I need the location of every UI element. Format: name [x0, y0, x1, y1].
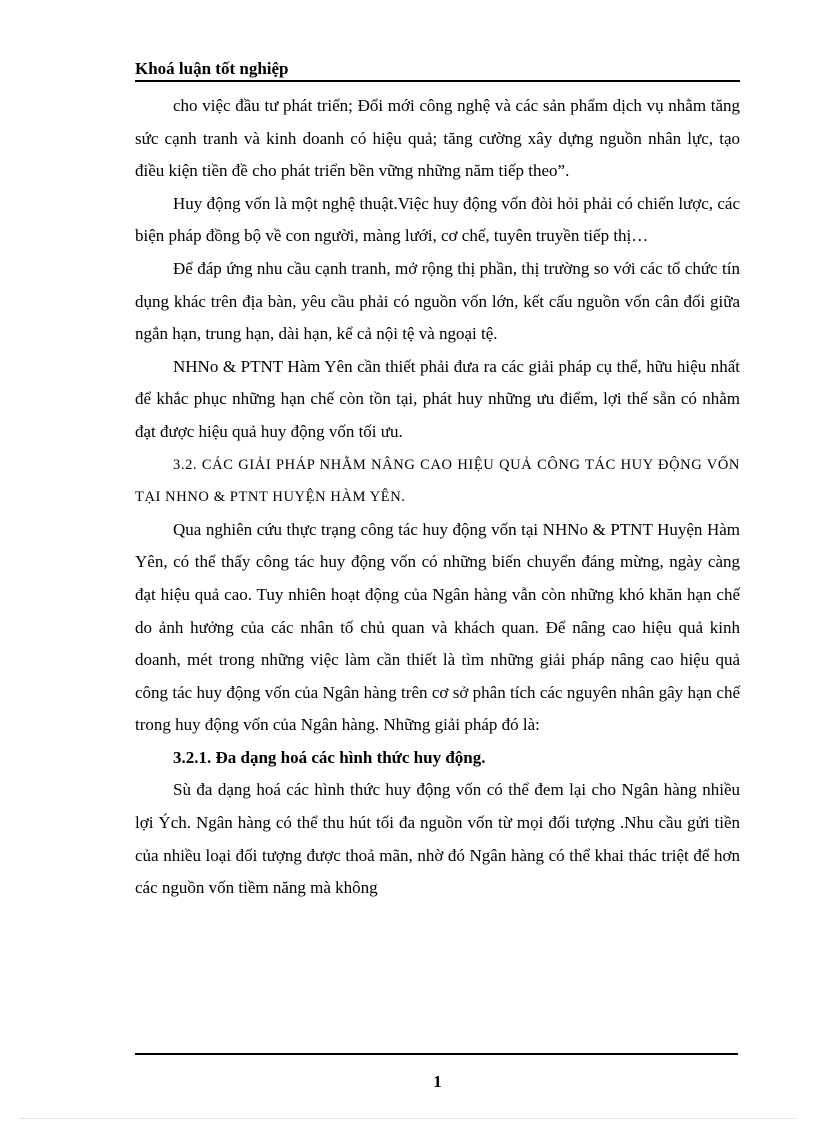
page-number: 1 — [433, 1072, 442, 1091]
paragraph: NHNo & PTNT Hàm Yên cần thiết phải đưa ra các giải pháp cụ thể, hữu hiệu nhất để khắc phục những hạn chế còn tồn tại, phát huy những ưu điểm, lợi thế sẵn có nhằm đạt được hiệu quả huy động vốn tối ưu. — [135, 356, 740, 441]
paragraph: Sù đa dạng hoá các hình thức huy động vốn có thể đem lại cho Ngân hàng nhiều lợi Ých. Ngân hàng có thể thu hút tối đa nguồn vốn từ mọi đối tượng .Nhu cầu gửi tiền của nhiều loại đối tượng được thoả mãn, nhờ đó Ngân hàng có thể khai thác triệt để hơn các nguồn vốn tiềm năng mà không — [135, 780, 740, 898]
paragraph: cho việc đầu tư phát triển; Đổi mới công nghệ và các sản phẩm dịch vụ nhằm tăng sức cạnh tranh và kinh doanh có hiệu quả; tăng cường xây dựng nguồn nhân lực, tạo điều kiện tiền đề cho phát triển bền vững những năm tiếp theo”. — [135, 96, 740, 181]
section-heading: 3.2. CÁC GIẢI PHÁP NHẰM NÂNG CAO HIỆU QUẢ CÔNG TÁC HUY ĐỘNG VỐN TẠI NHNO & PTNT HUYỆN HÀM YÊN. — [135, 456, 740, 506]
paragraph: Để đáp ứng nhu cầu cạnh tranh, mở rộng thị phần, thị trường so với các tổ chức tín dụng khác trên địa bàn, yêu cầu phải có nguồn vốn lớn, kết cấu nguồn vốn cân đối giữa ngắn hạn, trung hạn, dài hạn, kể cả nội tệ và ngoại tệ. — [135, 258, 740, 344]
page-header-title: Khoá luận tốt nghiệp — [135, 58, 740, 82]
paragraph: Qua nghiên cứu thực trạng công tác huy động vốn tại NHNo & PTNT Huyện Hàm Yên, có thể thấy công tác huy động vốn có những biến chuyển đáng mừng, ngày càng đạt hiệu quả cao. Tuy nhiên hoạt động của Ngân hàng vẫn còn những khó khăn hạn chế do ảnh hưởng của các nhân tố chủ quan và khách quan. Để nâng cao hiệu quả kinh doanh, mét trong những việc làm cần thiết là tìm những giải pháp nâng cao hiệu quả công tác huy động vốn của Ngân hàng trên cơ sở phân tích các nguyên nhân gây hạn chế trong huy động vốn của Ngân hàng. Những giải pháp đó là: — [135, 519, 740, 735]
subsection-heading: 3.2.1. Đa dạng hoá các hình thức huy động. — [173, 747, 486, 767]
paragraph: Huy động vốn là một nghệ thuật.Việc huy động vốn đòi hỏi phải có chiến lược, các biện pháp đồng bộ về con người, màng lưới, cơ chế, tuyên truyền tiếp thị… — [135, 193, 740, 246]
footer-divider — [135, 1053, 738, 1055]
document-body — [135, 90, 740, 905]
page-edge-divider — [20, 1118, 796, 1119]
